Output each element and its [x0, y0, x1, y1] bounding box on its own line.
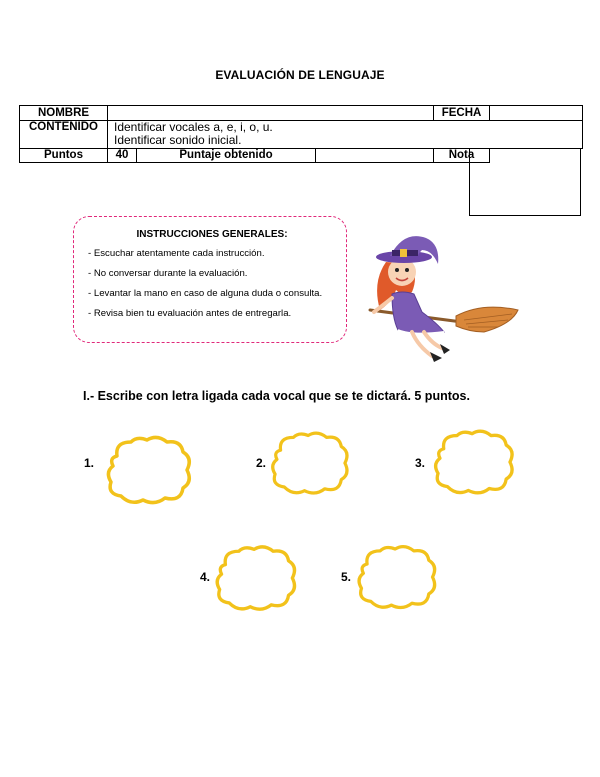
instruction-item: - Revisa bien tu evaluación antes de entregarla. [88, 308, 292, 319]
witch-on-broom-illustration [352, 232, 520, 372]
answer-number: 2. [256, 456, 267, 470]
nombre-label: NOMBRE [20, 106, 108, 121]
instruction-item: - Levantar la mano en caso de alguna duda o consulta. [88, 288, 323, 299]
instructions-title: INSTRUCCIONES GENERALES: [136, 229, 288, 240]
answer-number: 5. [341, 570, 352, 584]
question-heading: I.- Escribe con letra ligada cada vocal que se te dictará. 5 puntos. [83, 389, 470, 403]
contenido-line-2: Identificar sonido inicial. [114, 133, 242, 147]
answer-cloud-3[interactable] [430, 428, 518, 498]
instruction-item: - Escuchar atentamente cada instrucción. [88, 248, 265, 259]
nota-field[interactable] [469, 148, 581, 216]
nota-label: Nota [434, 149, 490, 163]
answer-number: 4. [200, 570, 211, 584]
answer-cloud-5[interactable] [354, 543, 440, 613]
fecha-label: FECHA [434, 106, 490, 121]
page-title: EVALUACIÓN DE LENGUAJE [215, 68, 385, 82]
puntaje-field[interactable] [316, 149, 434, 163]
instructions-box [73, 216, 347, 343]
nombre-field[interactable] [108, 106, 434, 121]
answer-number: 3. [415, 456, 426, 470]
instruction-item: - No conversar durante la evaluación. [88, 268, 248, 279]
answer-number: 1. [84, 456, 95, 470]
contenido-line-1: Identificar vocales a, e, i, o, u. [114, 120, 273, 134]
answer-cloud-2[interactable] [267, 430, 353, 498]
student-info-table [19, 105, 582, 163]
answer-cloud-1[interactable] [103, 434, 195, 508]
answer-cloud-4[interactable] [212, 543, 300, 615]
puntaje-label: Puntaje obtenido [137, 149, 316, 163]
puntos-value: 40 [108, 149, 137, 163]
contenido-label: CONTENIDO [20, 121, 108, 149]
contenido-value [108, 121, 583, 149]
puntos-label: Puntos [20, 149, 108, 163]
fecha-field[interactable] [490, 106, 583, 121]
